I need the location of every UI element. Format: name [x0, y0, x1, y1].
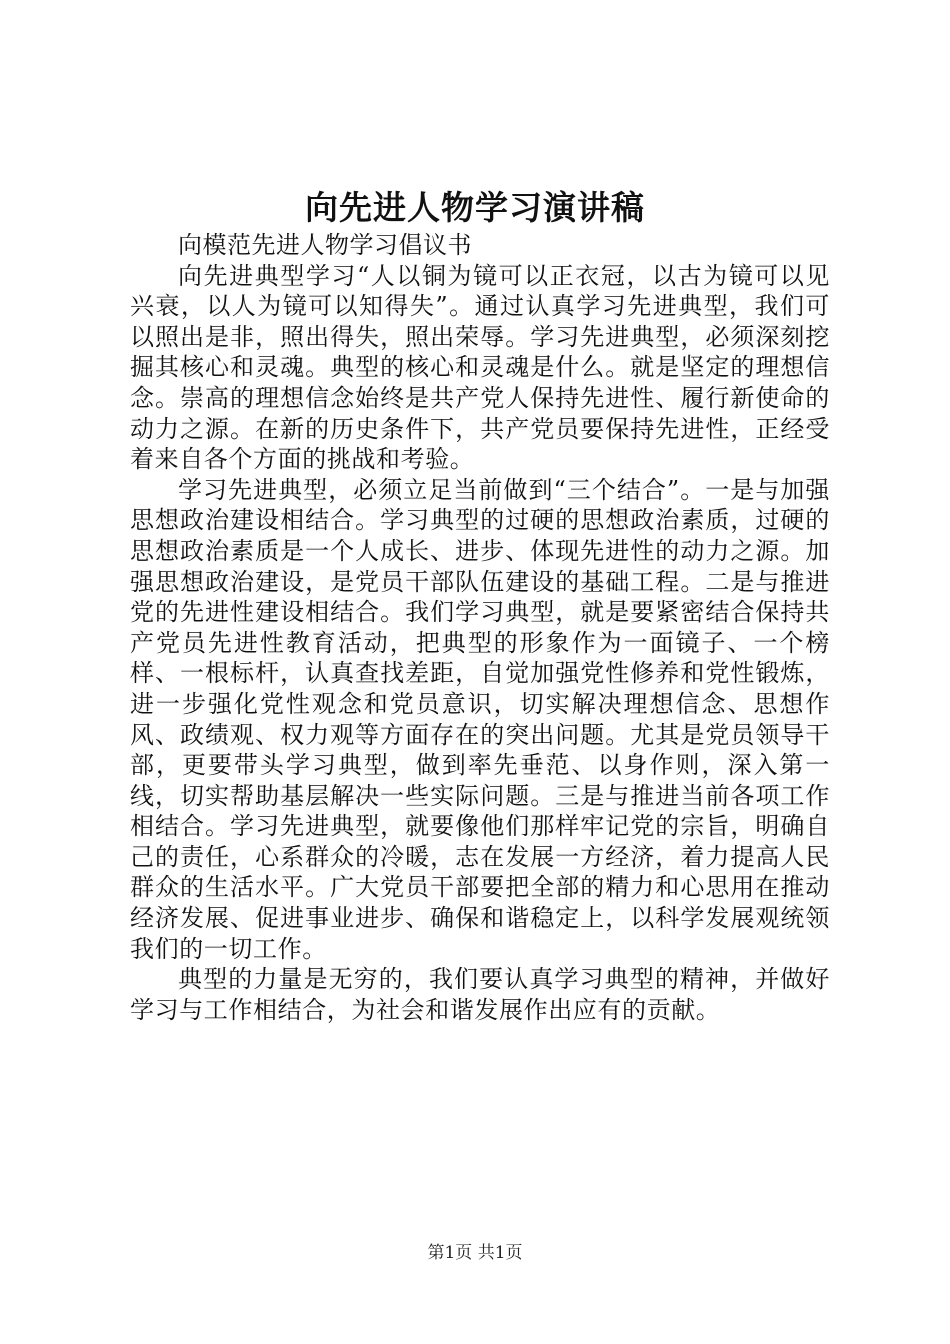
document-body [130, 230, 830, 1025]
page-number-footer: 第1页 共1页 [427, 1243, 523, 1263]
document-subtitle: 向模范先进人物学习倡议书 [178, 231, 472, 259]
document-title: 向先进人物学习演讲稿 [305, 188, 645, 227]
paragraph-2: 学习先进典型，必须立足当前做到“三个结合”。一是与加强思想政治建设相结合。学习典型的过硬的思想政治素质，过硬的思想政治素质是一个人成长、进步、体现先进性的动力之源。加强思想政治建设，是党员干部队伍建设的基础工程。二是与推进党的先进性建设相结合。我们学习典型，就是要紧密结合保持共产党员先进性教育活动，把典型的形象作为一面镜子、一个榜样、一根标杆，认真查找差距，自觉加强党性修养和党性锻炼，进一步强化党性观念和党员意识，切实解决理想信念、思想作风、政绩观、权力观等方面存在的突出问题。尤其是党员领导干部，更要带头学习典型，做到率先垂范、以身作则，深入第一线，切实帮助基层解决一些实际问题。三是与推进当前各项工作相结合。学习先进典型，就要像他们那样牢记党的宗旨，明确自己的责任，心系群众的冷暖，志在发展一方经济，着力提高人民群众的生活水平。广大党员干部要把全部的精力和心思用在推动经济发展、促进事业进步、确保和谐稳定上，以科学发展观统领我们的一切工作。 [130, 475, 830, 963]
paragraph-1: 向先进典型学习“人以铜为镜可以正衣冠，以古为镜可以见兴衰，以人为镜可以知得失”。通过认真学习先进典型，我们可以照出是非，照出得失，照出荣辱。学习先进典型，必须深刻挖掘其核心和灵魂。典型的核心和灵魂是什么。就是坚定的理想信念。崇高的理想信念始终是共产党人保持先进性、履行新使命的动力之源。在新的历史条件下，共产党员要保持先进性，正经受着来自各个方面的挑战和考验。 [130, 261, 830, 474]
paragraph-3: 典型的力量是无穷的，我们要认真学习典型的精神，并做好学习与工作相结合，为社会和谐发展作出应有的贡献。 [130, 965, 830, 1024]
